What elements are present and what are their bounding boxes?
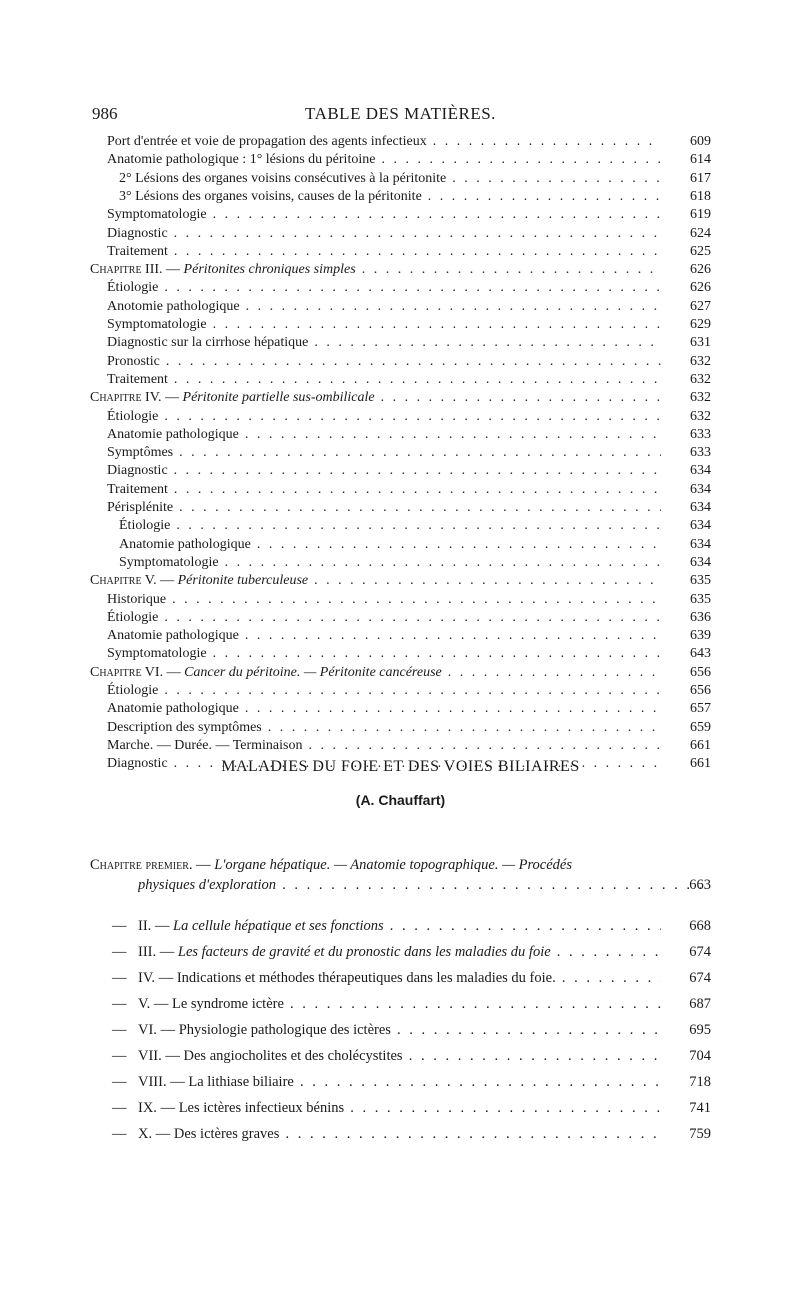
chapter-dash: — bbox=[112, 1048, 127, 1064]
toc-label: Anatomie pathologique . . . bbox=[107, 699, 661, 718]
toc-row bbox=[0, 407, 801, 426]
chapter-dash: — bbox=[112, 918, 127, 934]
toc-label: Traitement . . . bbox=[107, 480, 661, 499]
chapter-title: La cellule hépatique et ses fonctions bbox=[173, 918, 384, 934]
toc-label: Périsplénite . . . bbox=[107, 498, 661, 517]
toc-page: 634 bbox=[690, 463, 711, 479]
toc-page: 633 bbox=[690, 426, 711, 442]
chapter-title: Péritonite tuberculeuse bbox=[177, 573, 309, 589]
toc-label: Étiologie . . . bbox=[107, 407, 661, 426]
chapter-title: Des angiocholites et des cholécystites bbox=[183, 1048, 403, 1064]
toc-row bbox=[0, 205, 801, 224]
toc-page: 617 bbox=[690, 170, 711, 186]
toc-page: 632 bbox=[690, 371, 711, 387]
chapter-number: Chapitre III. bbox=[90, 262, 163, 278]
toc-label: Port d'entrée et voie de propagation des agents infectieux . . . bbox=[107, 132, 661, 151]
toc-label: Chapitre III. — Péritonites chroniques simples . . . bbox=[90, 260, 661, 279]
toc-page: 632 bbox=[690, 353, 711, 369]
toc-page: 632 bbox=[690, 390, 711, 406]
toc-row bbox=[0, 718, 801, 737]
toc-row bbox=[0, 370, 801, 389]
chapter-text: VII. — Des angiocholites et des cholécystites . . . bbox=[138, 1046, 661, 1066]
chapter-dash: — bbox=[112, 996, 127, 1012]
toc-row bbox=[0, 224, 801, 243]
toc-label: Symptomatologie . . . bbox=[107, 205, 661, 224]
toc-label: Chapitre V. — Péritonite tuberculeuse . . . bbox=[90, 571, 661, 590]
chapter-number: III. bbox=[138, 944, 157, 960]
toc-page: 657 bbox=[690, 701, 711, 717]
toc-page: 661 bbox=[690, 737, 711, 753]
toc-row bbox=[0, 297, 801, 316]
toc-page: 634 bbox=[690, 481, 711, 497]
toc-label: Symptomatologie . . . bbox=[119, 553, 661, 572]
chapter-number: X. bbox=[138, 1126, 153, 1142]
chapter-page: 704 bbox=[689, 1048, 711, 1064]
chapter-page: 759 bbox=[689, 1126, 711, 1142]
toc-label: Diagnostic . . . bbox=[107, 224, 661, 243]
toc-row bbox=[0, 608, 801, 627]
toc-row bbox=[0, 626, 801, 645]
chapter-title: Les ictères infectieux bénins bbox=[178, 1100, 345, 1116]
chapter-first-entry: Chapitre premier. — L'organe hépatique. — Anatomie topographique. — Procédés physiques d'exploration . . . 663 bbox=[90, 855, 750, 875]
toc-row bbox=[0, 498, 801, 517]
chapter-number: IX. bbox=[138, 1100, 157, 1116]
chapter-title: La lithiase biliaire bbox=[188, 1074, 294, 1090]
toc-label: Anatomie pathologique : 1° lésions du péritoine . . . bbox=[107, 150, 661, 169]
toc-label: Traitement . . . bbox=[107, 370, 661, 389]
chapter-number: Chapitre VI. bbox=[90, 664, 164, 680]
toc-label: Étiologie . . . bbox=[119, 516, 661, 535]
chapter-page: 687 bbox=[689, 996, 711, 1012]
toc-page: 631 bbox=[690, 335, 711, 351]
toc-label: Historique . . . bbox=[107, 590, 661, 609]
toc-page: 634 bbox=[690, 536, 711, 552]
toc-label: Anotomie pathologique . . . bbox=[107, 297, 661, 316]
toc-page: 618 bbox=[690, 188, 711, 204]
chapter-title-line2: physiques d'exploration bbox=[138, 877, 277, 893]
toc-row bbox=[0, 590, 801, 609]
chapter-page: 695 bbox=[689, 1022, 711, 1038]
chapter-dash: — bbox=[112, 1100, 127, 1116]
toc-page: 619 bbox=[690, 207, 711, 223]
toc-label: Anatomie pathologique . . . bbox=[107, 626, 661, 645]
toc-row bbox=[0, 242, 801, 261]
toc-page: 639 bbox=[690, 628, 711, 644]
toc-label: Chapitre IV. — Péritonite partielle sus-ombilicale . . . bbox=[90, 388, 661, 407]
toc-label: Pronostic . . . bbox=[107, 352, 661, 371]
toc-row bbox=[0, 150, 801, 169]
chapter-title: Indications et méthodes thérapeutiques dans les maladies du foie. bbox=[176, 970, 556, 986]
toc-row bbox=[0, 132, 801, 151]
toc-page: 634 bbox=[690, 518, 711, 534]
toc-label: Traitement . . . bbox=[107, 242, 661, 261]
toc-label: Étiologie . . . bbox=[107, 278, 661, 297]
toc-row bbox=[0, 736, 801, 755]
chapter-dash: — bbox=[112, 944, 127, 960]
chapter-number: VIII. bbox=[138, 1074, 167, 1090]
chapter-page: 741 bbox=[689, 1100, 711, 1116]
chapter-page: 674 bbox=[689, 944, 711, 960]
toc-page: 625 bbox=[690, 243, 711, 259]
chapter-text: V. — Le syndrome ictère . . . bbox=[138, 994, 661, 1014]
toc-label: Marche. — Durée. — Terminaison . . . bbox=[107, 736, 661, 755]
toc-row bbox=[0, 352, 801, 371]
chapter-number: V. bbox=[138, 996, 151, 1012]
chapter-number: IV. bbox=[138, 970, 156, 986]
toc-row bbox=[0, 535, 801, 554]
chapter-title: Des ictères graves bbox=[173, 1126, 280, 1142]
toc-label: Symptomatologie . . . bbox=[107, 315, 661, 334]
toc-page: 656 bbox=[690, 683, 711, 698]
toc-page: 609 bbox=[690, 134, 711, 149]
toc-page: 614 bbox=[690, 152, 711, 168]
chapter-text: VI. — Physiologie pathologique des ictères . . . bbox=[138, 1020, 661, 1040]
chapter-title: Le syndrome ictère bbox=[171, 996, 284, 1012]
toc-row bbox=[0, 461, 801, 480]
chapter-dash: — bbox=[112, 1126, 127, 1142]
chapter-number: VI. bbox=[138, 1022, 157, 1038]
toc-label: 2° Lésions des organes voisins consécutives à la péritonite . . . bbox=[119, 169, 661, 188]
chapter-page: 718 bbox=[689, 1074, 711, 1090]
chapter-page: 674 bbox=[689, 970, 711, 986]
toc-page: 636 bbox=[690, 609, 711, 625]
toc-row bbox=[0, 480, 801, 499]
toc-page: 624 bbox=[690, 225, 711, 241]
running-title: TABLE DES MATIÈRES. bbox=[305, 104, 496, 123]
section-title: MALADIES DU FOIE ET DES VOIES BILIAIRES bbox=[221, 758, 580, 775]
toc-page: 627 bbox=[690, 298, 711, 314]
chapter-title-line1: L'organe hépatique. — Anatomie topographique. — Procédés bbox=[214, 857, 573, 873]
chapter-title: Les facteurs de gravité et du pronostic dans les maladies du foie bbox=[177, 944, 551, 960]
toc-row bbox=[0, 278, 801, 297]
toc-chapter-row bbox=[0, 388, 801, 407]
toc-chapter-row bbox=[0, 663, 801, 682]
toc-page: 656 bbox=[690, 664, 711, 680]
toc-row bbox=[0, 699, 801, 718]
page-header bbox=[0, 104, 801, 128]
chapter-number: Chapitre V. bbox=[90, 573, 157, 589]
toc-page: 633 bbox=[690, 445, 711, 461]
toc-label: Chapitre VI. — Cancer du péritoine. — Péritonite cancéreuse . . . bbox=[90, 663, 661, 682]
chapter-text: IX. — Les ictères infectieux bénins . . . bbox=[138, 1098, 661, 1118]
toc-row bbox=[0, 644, 801, 663]
toc-page: 643 bbox=[690, 646, 711, 662]
chapter-title: Physiologie pathologique des ictères bbox=[178, 1022, 391, 1038]
chapter-dash: — bbox=[112, 1022, 127, 1038]
toc-row bbox=[0, 187, 801, 206]
toc-chapter-row bbox=[0, 260, 801, 279]
toc-label: Diagnostic . . . bbox=[107, 461, 661, 480]
toc-label: Anatomie pathologique . . . bbox=[119, 535, 661, 554]
chapter-text: X. — Des ictères graves . . . bbox=[138, 1124, 661, 1144]
toc-row bbox=[0, 553, 801, 572]
toc-label: Symptômes . . . bbox=[107, 443, 661, 462]
chapter-dash: — bbox=[112, 1074, 127, 1090]
chapter-label: Chapitre premier. bbox=[90, 857, 193, 873]
chapter-title: Péritonites chroniques simples bbox=[183, 262, 356, 278]
toc-row bbox=[0, 443, 801, 462]
toc-label: Description des symptômes . . . bbox=[107, 718, 661, 737]
toc-label: Diagnostic sur la cirrhose hépatique . . . bbox=[107, 333, 661, 352]
toc-page: 632 bbox=[690, 408, 711, 424]
toc-row bbox=[0, 425, 801, 444]
chapter-text: IV. — Indications et méthodes thérapeutiques dans les maladies du foie. . . . bbox=[138, 968, 661, 988]
page-number: 986 bbox=[92, 104, 118, 123]
toc-page: 635 bbox=[690, 573, 711, 589]
chapter-text: VIII. — La lithiase biliaire . . . bbox=[138, 1072, 661, 1092]
chapter-text: III. — Les facteurs de gravité et du pronostic dans les maladies du foie . . . bbox=[138, 942, 661, 962]
toc-label: 3° Lésions des organes voisins, causes de la péritonite . . . bbox=[119, 187, 661, 206]
chapter-text: II. — La cellule hépatique et ses fonctions . . . bbox=[138, 916, 661, 936]
toc-label: Diagnostic . . . bbox=[107, 754, 661, 773]
toc-page: 661 bbox=[690, 756, 711, 772]
chapter-page: 668 bbox=[689, 918, 711, 934]
chapter-number: VII. bbox=[138, 1048, 162, 1064]
toc-row bbox=[0, 516, 801, 535]
chapter-number: II. bbox=[138, 918, 152, 934]
chapter-number: Chapitre IV. bbox=[90, 390, 162, 406]
toc-page: 634 bbox=[690, 500, 711, 515]
chapter-title: Péritonite partielle sus-ombilicale bbox=[182, 390, 375, 406]
toc-page: 635 bbox=[690, 591, 711, 607]
toc-row bbox=[0, 169, 801, 188]
toc-label: Étiologie . . . bbox=[107, 681, 661, 700]
toc-row bbox=[0, 681, 801, 700]
toc-label: Symptomatologie . . . bbox=[107, 644, 661, 663]
toc-label: Anatomie pathologique . . . bbox=[107, 425, 661, 444]
section-author: (A. Chauffart) bbox=[355, 792, 446, 808]
toc-page: 659 bbox=[690, 719, 711, 735]
chapter-page: 663 bbox=[689, 877, 711, 893]
toc-page: 634 bbox=[690, 554, 711, 570]
chapter-dash: — bbox=[112, 970, 127, 986]
toc-page: 629 bbox=[690, 317, 711, 332]
toc-chapter-row bbox=[0, 571, 801, 590]
toc-label: Étiologie . . . bbox=[107, 608, 661, 627]
toc-row bbox=[0, 315, 801, 334]
chapter-title: Cancer du péritoine. — Péritonite cancéreuse bbox=[184, 664, 442, 680]
toc-page: 626 bbox=[690, 262, 711, 278]
toc-page: 626 bbox=[690, 280, 711, 296]
toc-row bbox=[0, 333, 801, 352]
